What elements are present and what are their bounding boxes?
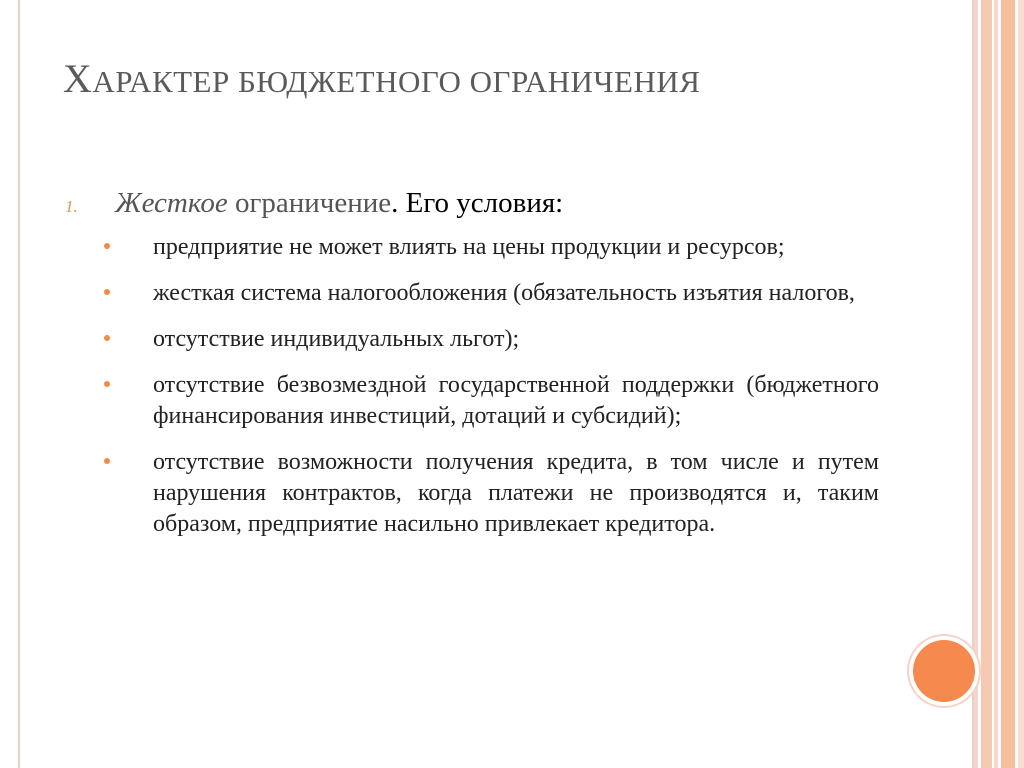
bullet-text: отсутствие индивидуальных льгот); — [153, 326, 520, 352]
decorative-circle-icon — [913, 640, 975, 702]
bullet-icon — [104, 381, 110, 387]
bullet-text: отсутствие безвозмездной государственной поддержки (бюджетного финансирования инвестиций, дотаций и субсидий); — [153, 372, 879, 429]
item-rest: . Его условия: — [391, 187, 564, 219]
title-rest: АРАКТЕР БЮДЖЕТНОГО ОГРАНИЧЕНИЯ — [92, 64, 701, 99]
bullet-icon — [104, 458, 110, 464]
list-item — [65, 232, 879, 263]
item-number: 1. — [65, 197, 78, 216]
stripe — [1018, 0, 1024, 768]
title-first-letter: Х — [63, 56, 93, 101]
bullet-text: отсутствие возможности получения кредита, в том числе и путем нарушения контрактов, когда платежи не производятся и, таким образом, предприятие насильно привлекает кредитора. — [153, 449, 879, 537]
stripe — [974, 0, 978, 768]
list-item — [65, 447, 879, 540]
stripe — [981, 0, 992, 768]
bullet-icon — [104, 243, 110, 249]
list-item — [65, 324, 879, 355]
bullet-text: жесткая система налогообложения (обязательность изъятия налогов, — [153, 280, 855, 306]
item-italic: Жесткое — [115, 187, 228, 219]
bullet-icon — [104, 335, 110, 341]
bullet-list — [65, 232, 885, 540]
numbered-item — [65, 184, 885, 226]
slide-title — [63, 50, 843, 111]
bullet-icon — [104, 289, 110, 295]
stripe — [994, 0, 998, 768]
slide-content — [65, 184, 885, 555]
decorative-stripes — [974, 0, 1024, 768]
list-item — [65, 370, 879, 432]
item-middle: ограничение — [227, 187, 392, 219]
list-item — [65, 278, 879, 309]
bullet-text: предприятие не может влиять на цены продукции и ресурсов; — [153, 234, 785, 260]
item-text — [115, 184, 563, 222]
stripe — [1001, 0, 1015, 768]
